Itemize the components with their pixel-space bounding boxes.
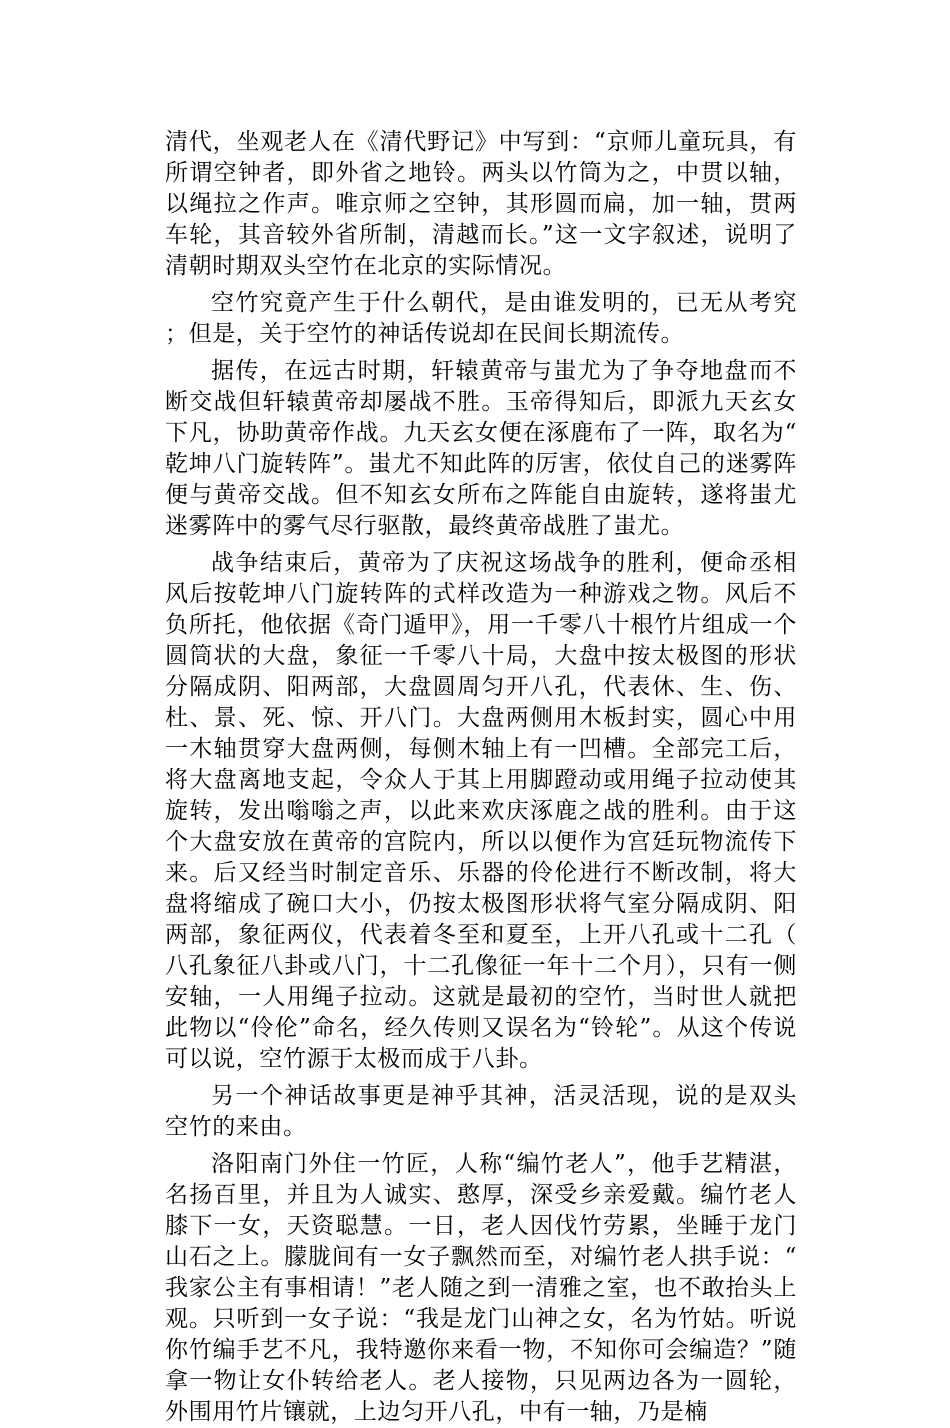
paragraph-double-headed-origin: 另一个神话故事更是神乎其神，活灵活现，说的是双头空竹的来由。 (165, 1083, 797, 1140)
paragraph-yellow-emperor-legend: 据传，在远古时期，轩辕黄帝与蚩尤为了争夺地盘而不断交战但轩辕黄帝却屡战不胜。玉帝得知后，即派九天玄女下凡，协助黄帝作战。九天玄女便在涿鹿布了一阵，取名为“乾坤八门旋转阵”。蚩尤不知此阵的厉害，依仗自己的迷雾阵便与黄帝交战。但不知玄女所布之阵能自由旋转，遂将蚩尤迷雾阵中的雾气尽行驱散，最终黄帝战胜了蚩尤。 (165, 358, 797, 539)
paragraph-qing-dynasty-record: 清代，坐观老人在《清代野记》中写到：“京师儿童玩具，有所谓空钟者，即外省之地铃。两头以竹筒为之，中贯以轴，以绳拉之作声。唯京师之空钟，其形圆而扁，加一轴，贯两车轮，其音较外省所制，清越而长。”这一文字叙述，说明了清朝时期双头空竹在北京的实际情况。 (165, 129, 797, 279)
document-body (165, 127, 797, 1428)
paragraph-post-war-invention: 战争结束后，黄帝为了庆祝这场战争的胜利，便命丞相风后按乾坤八门旋转阵的式样改造为一种游戏之物。风后不负所托，他依据《奇门遁甲》，用一千零八十根竹片组成一个圆筒状的大盘，象征一千零八十局，大盘中按太极图的形状分隔成阴、阳两部，大盘圆周匀开八孔，代表休、生、伤、杜、景、死、惊、开八门。大盘两侧用木板封实，圆心中用一木轴贯穿大盘两侧，每侧木轴上有一凹槽。全部完工后，将大盘离地支起，令众人于其上用脚蹬动或用绳子拉动使其旋转，发出嗡嗡之声，以此来欢庆涿鹿之战的胜利。由于这个大盘安放在黄帝的宫院内，所以以便作为宫廷玩物流传下来。后又经当时制定音乐、乐器的伶伦进行不断改制，将大盘将缩成了碗口大小，仍按太极图形状将气室分隔成阴、阳两部，象征两仪，代表着冬至和夏至，上开八孔或十二孔（八孔象征八卦或八门，十二孔像征一年十二个月），只有一侧安轴，一人用绳子拉动。这就是最初的空竹，当时世人就把此物以“伶伦”命名，经久传则又误名为“铃轮”。从这个传说可以说，空竹源于太极而成于八卦。 (165, 550, 797, 1072)
paragraph-origin-unknown: 空竹究竟产生于什么朝代，是由谁发明的，已无从考究；但是，关于空竹的神话传说却在民间长期流传。 (165, 290, 797, 347)
paragraph-bamboo-craftsman: 洛阳南门外住一竹匠，人称“编竹老人”，他手艺精湛，名扬百里，并且为人诚实、憨厚，深受乡亲爱戴。编竹老人膝下一女，天资聪慧。一日，老人因伐竹劳累，坐睡于龙门山石之上。朦胧间有一女子飘然而至，对编竹老人拱手说：“我家公主有事相请！”老人随之到一清雅之室，也不敢抬头上观。只听到一女子说：“我是龙门山神之女，名为竹姑。听说你竹编手艺不凡，我特邀你来看一物，不知你可会编造？”随拿一物让女仆转给老人。老人接物，只见两边各为一圆轮，外围用竹片镶就，上边匀开八孔，中有一轴，乃是楠 (165, 1151, 797, 1425)
